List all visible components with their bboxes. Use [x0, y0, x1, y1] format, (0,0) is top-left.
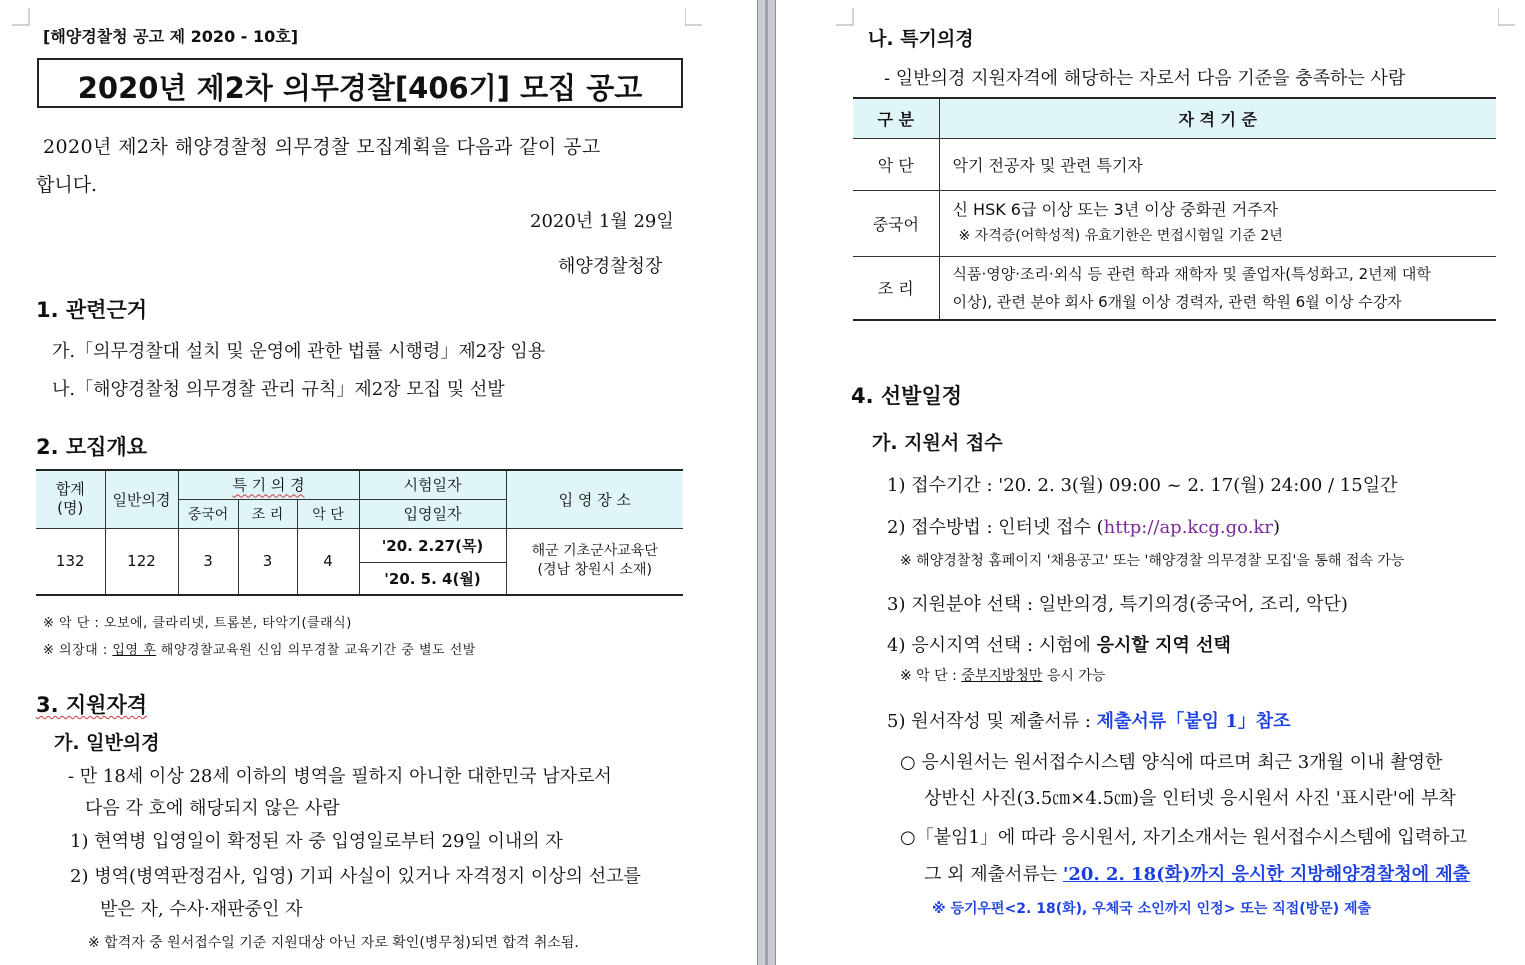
bullet-photo-line-1: ○ 응시원서는 원서접수시스템 양식에 따르며 최근 3개월 이내 촬영한 [900, 752, 1443, 773]
crop-mark-top-left [12, 8, 30, 26]
crop-mark-top-left [836, 8, 854, 26]
right-page [776, 0, 1525, 965]
bullet-photo-line-2: 상반신 사진(3.5㎝×4.5㎝)을 인터넷 응시원서 사진 '표시란'에 부착 [924, 788, 1456, 809]
left-page [0, 0, 757, 965]
value-chinese: 3 [178, 528, 238, 595]
value-total: 132 [36, 528, 105, 595]
value-general: 122 [105, 528, 178, 595]
notice-number: [해양경찰청 공고 제 2020 - 10호] [43, 27, 299, 46]
general-qual-item-2a: 2) 병역(병역판정검사, 입영) 기피 사실이 있거나 자격정지 이상의 선고를 [70, 866, 641, 887]
header-general: 일반의경 [105, 470, 178, 528]
section-2-heading: 2. 모집개요 [36, 435, 148, 459]
section-1-heading: 1. 관련근거 [36, 298, 148, 322]
header-total: 합계 (명) [36, 470, 105, 528]
intro-line-2: 합니다. [36, 174, 98, 196]
row-chinese-category: 중국어 [853, 190, 939, 256]
header-criteria: 자 격 기 준 [939, 98, 1496, 138]
bullet-submit-note: ※ 등기우편<2. 18(화), 우체국 소인까지 인정> 또는 직접(방문) 제출 [932, 901, 1372, 917]
general-qual-item-1: 1) 현역병 입영일이 확정된 자 중 입영일로부터 29일 이내의 자 [70, 831, 563, 852]
general-qual-note: ※ 합격자 중 원서접수일 기준 지원대상 아닌 자로 확인(병무청)되면 합격 취소됨. [88, 935, 579, 951]
crop-mark-top-right [685, 8, 703, 26]
issuer: 해양경찰청장 [558, 256, 663, 277]
general-qual-item-2b: 받은 자, 수사·재판중인 자 [100, 899, 303, 920]
row-band-category: 악 단 [853, 138, 939, 190]
header-exam-date: 시험일자 [359, 470, 506, 499]
header-band: 악 단 [297, 499, 359, 528]
row-band-criteria: 악기 전공자 및 관련 특기자 [939, 138, 1496, 190]
section-4-sub-heading: 가. 지원서 접수 [872, 432, 1003, 454]
general-qual-line-1: - 만 18세 이상 28세 이하의 병역을 필하지 아니한 대한민국 남자로서 [68, 766, 612, 787]
note-band: ※ 악 단 : 오보에, 클라리넷, 트롬본, 타악기(클래식) [43, 616, 352, 631]
header-category: 구 분 [853, 98, 939, 138]
schedule-region: 4) 응시지역 선택 : 시험에 응시할 지역 선택 [887, 635, 1231, 656]
row-chinese-criteria: 신 HSK 6급 이상 또는 3년 이상 중화권 거주자 ※ 자격증(어학성적) 유효기한은 면접시험일 기준 2년 [939, 190, 1496, 256]
schedule-method-note: ※ 해양경찰청 홈페이지 '채용공고' 또는 '해양경찰 의무경찰 모집'을 통해 접속 가능 [900, 553, 1405, 569]
recruitment-overview-table [36, 469, 683, 596]
special-criteria-table [853, 97, 1496, 321]
page-gutter [757, 0, 776, 965]
section-1-item-2: 나.「해양경찰청 의무경찰 관리 규칙」제2장 모집 및 선발 [52, 379, 505, 400]
crop-mark-top-right [1498, 8, 1516, 26]
header-place: 입 영 장 소 [506, 470, 683, 528]
value-enlist-date: '20. 5. 4(월) [359, 562, 506, 595]
intro-line-1: 2020년 제2차 해양경찰청 의무경찰 모집계획을 다음과 같이 공고 [43, 136, 601, 158]
note-honor-guard: ※ 의장대 : 입영 후 해양경찰교육원 신임 의무경찰 교육기간 중 별도 선발 [43, 643, 476, 658]
notice-date: 2020년 1월 29일 [530, 211, 674, 232]
header-chinese: 중국어 [178, 499, 238, 528]
special-qual-desc: - 일반의경 지원자격에 해당하는 자로서 다음 기준을 충족하는 사람 [884, 68, 1406, 89]
page-title: 2020년 제2차 의무경찰[406기] 모집 공고 [77, 71, 643, 105]
section-4-heading: 4. 선발일정 [851, 384, 963, 408]
schedule-region-note: ※ 악 단 : 중부지방청만 응시 가능 [900, 668, 1106, 684]
value-band: 4 [297, 528, 359, 595]
schedule-field: 3) 지원분야 선택 : 일반의경, 특기의경(중국어, 조리, 악단) [887, 594, 1348, 615]
row-cook-criteria: 식품·영양·조리·외식 등 관련 학과 재학자 및 졸업자(특성화고, 2년제 대학 이상), 관련 분야 회사 6개월 이상 경력자, 관련 학원 6월 이상 수강자 [952, 264, 1431, 311]
section-3-heading: 3. 지원자격 [36, 693, 148, 717]
application-url-link[interactable]: http://ap.kcg.go.kr [1103, 517, 1273, 538]
schedule-method: 2) 접수방법 : 인터넷 접수 (http://ap.kcg.go.kr) [887, 517, 1280, 538]
schedule-documents: 5) 원서작성 및 제출서류 : 제출서류「붙임 1」참조 [887, 711, 1291, 732]
special-sub-heading: 나. 특기의경 [868, 28, 974, 50]
header-cook: 조 리 [238, 499, 297, 528]
section-1-item-1: 가.「의무경찰대 설치 및 운영에 관한 법률 시행령」제2장 임용 [52, 341, 546, 362]
bullet-submit-line-1: ○「붙임1」에 따라 응시원서, 자기소개서는 원서접수시스템에 입력하고 [900, 827, 1467, 848]
schedule-period: 1) 접수기간 : '20. 2. 3(월) 09:00 ~ 2. 17(월) 24:00 / 15일간 [887, 475, 1398, 496]
section-3-sub-heading: 가. 일반의경 [54, 732, 160, 754]
header-special: 특 기 의 경 [178, 470, 359, 499]
bullet-submit-line-2: 그 외 제출서류는 '20. 2. 18(화)까지 응시한 지방해양경찰청에 제출 [924, 864, 1471, 885]
header-enlist-date: 입영일자 [359, 499, 506, 528]
title-box [37, 58, 683, 108]
value-place: 해군 기초군사교육단 (경남 창원시 소재) [531, 543, 658, 579]
value-cook: 3 [238, 528, 297, 595]
value-exam-date: '20. 2.27(목) [359, 528, 506, 562]
row-cook-category: 조 리 [853, 256, 939, 320]
general-qual-line-2: 다음 각 호에 해당되지 않은 사람 [85, 798, 340, 819]
